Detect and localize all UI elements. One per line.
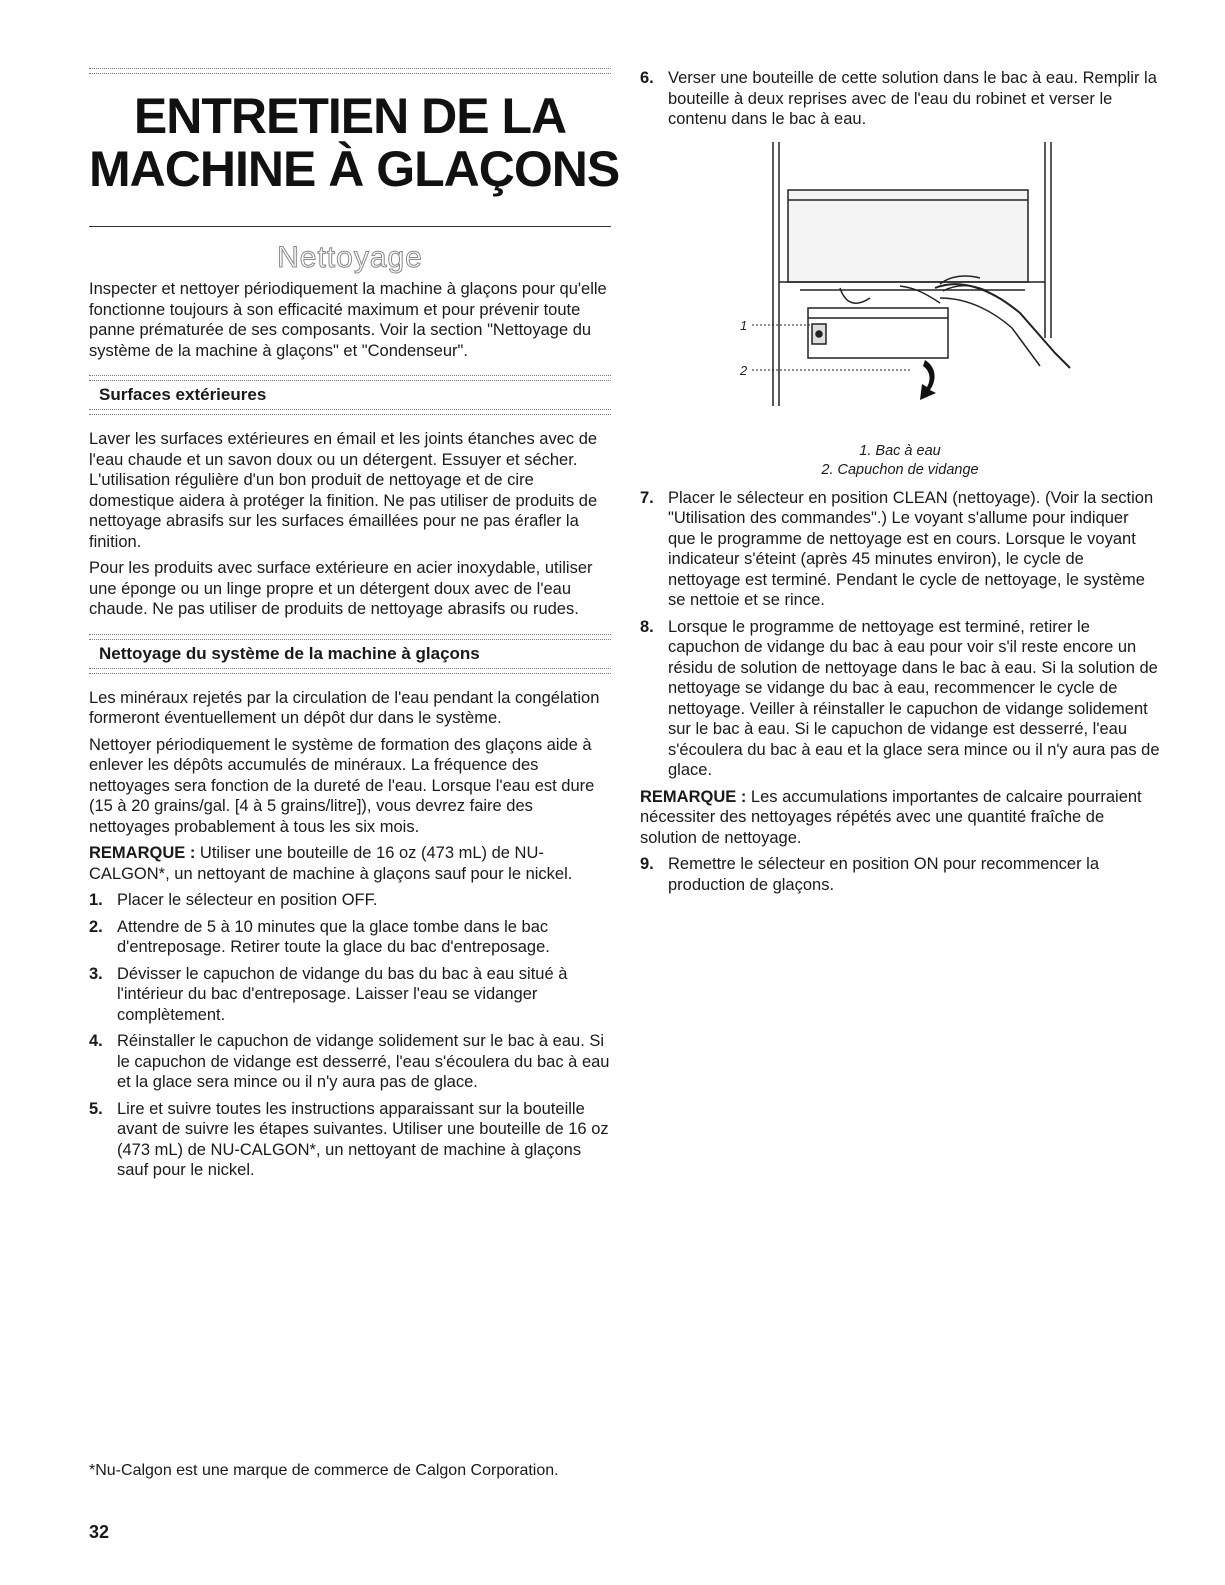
step-item <box>89 1099 611 1181</box>
system-top-rule <box>89 634 611 640</box>
step-item <box>89 890 611 911</box>
system-bottom-rule <box>89 668 611 674</box>
figure-callout-2: 2 <box>740 362 748 378</box>
step-text: Lorsque le programme de nettoyage est terminé, retirer le capuchon de vidange du bac à eau pour voir s'il reste encore un résidu de solution de nettoyage dans le bac à eau. Si la solution de nettoyage se vidange du bac à eau, recommencer le cycle de nettoyage. Veiller à réinstaller le capuchon de vidange solidement sur le bac à eau. Si le capuchon de vidange est desserré, l'eau s'écoulera du bac à eau et la glace sera mince ou il n'y aura pas de glace. <box>668 617 1160 779</box>
surfaces-heading: Surfaces extérieures <box>99 385 267 404</box>
title-top-rule <box>89 68 611 74</box>
step-item <box>89 964 611 1026</box>
step-item <box>640 68 1160 130</box>
title-bottom-rule <box>89 226 611 227</box>
figure-caption-1: 1. Bac à eau <box>859 442 941 459</box>
page-number: 32 <box>89 1522 110 1542</box>
step-number: 4. <box>89 1032 103 1050</box>
surfaces-subsection <box>89 375 611 415</box>
step-number: 9. <box>640 855 654 873</box>
steps-list-right-bottom <box>640 854 1160 895</box>
step-text: Lire et suivre toutes les instructions apparaissant sur la bouteille avant de suivre les étapes suivantes. Utiliser une bouteille de 16 oz (473 mL) de NU-CALGON*, un nettoyant de machine à glaçons sauf pour le nickel. <box>117 1099 609 1179</box>
system-heading: Nettoyage du système de la machine à glaçons <box>99 643 480 663</box>
step-text: Dévisser le capuchon de vidange du bas du bac à eau situé à l'intérieur du bac d'entreposage. Laisser l'eau se vidanger complètement. <box>117 964 568 1024</box>
step-text: Placer le sélecteur en position OFF. <box>117 891 378 909</box>
step-item <box>89 1031 611 1093</box>
system-note-text: Utiliser une bouteille de 16 oz (473 mL) de NU-CALGON*, un nettoyant de machine à glaçons sauf pour le nickel. <box>89 844 573 883</box>
step-number: 6. <box>640 69 654 87</box>
step-item <box>640 488 1160 611</box>
surfaces-paragraph-1: Laver les surfaces extérieures en émail et les joints étanches avec de l'eau chaude et un savon doux ou un détergent. Essuyer et sécher. L'utilisation régulière d'un bon produit de nettoyage et de cire domestique aidera à protéger la finition. Ne pas utiliser de produits de nettoyage abrasifs sur les surfaces émaillées pour ne pas érafler la finition. <box>89 430 598 551</box>
figure-callout-1: 1 <box>740 317 748 333</box>
footnote: *Nu-Calgon est une marque de commerce de Calgon Corporation. <box>89 1462 559 1479</box>
step-number: 7. <box>640 488 654 507</box>
step-number: 5. <box>89 1099 103 1118</box>
steps-list-right-mid <box>640 488 1160 781</box>
remark-text: Les accumulations importantes de calcaire pourraient nécessiter des nettoyages répétés avec une quantité fraîche de solution de nettoyage. <box>640 787 1142 847</box>
step-text: Remettre le sélecteur en position ON pour recommencer la production de glaçons. <box>668 855 1100 894</box>
title-line-1: ENTRETIEN DE LA <box>133 88 567 144</box>
step-text: Attendre de 5 à 10 minutes que la glace tombe dans le bac d'entreposage. Retirer toute la glace du bac d'entreposage. <box>117 917 550 956</box>
step-number: 3. <box>89 964 103 983</box>
left-column <box>89 68 620 1187</box>
figure-caption-2: 2. Capuchon de vidange <box>821 461 979 478</box>
steps-list-right-top <box>640 68 1160 130</box>
step-text: Réinstaller le capuchon de vidange solidement sur le bac à eau. Si le capuchon de vidange est desserré, l'eau s'écoulera du bac à eau et la glace sera mince ou il n'y aura pas de glace. <box>117 1032 610 1091</box>
water-trough-illustration <box>640 138 1160 438</box>
remark-paragraph <box>640 787 1160 849</box>
system-note-label: REMARQUE : <box>89 844 196 862</box>
step-number: 8. <box>640 617 654 636</box>
step-number: 1. <box>89 891 103 909</box>
water-trough-figure <box>640 138 1160 438</box>
step-item <box>640 617 1160 781</box>
system-note <box>89 843 611 884</box>
title-line-2: MACHINE À GLAÇONS <box>89 141 620 197</box>
step-item <box>640 854 1160 895</box>
page-title <box>89 88 620 197</box>
section-title: Nettoyage <box>277 241 423 274</box>
surfaces-top-rule <box>89 375 611 381</box>
system-paragraph-1: Les minéraux rejetés par la circulation de l'eau pendant la congélation formeront éventuellement un dépôt dur dans le système. <box>89 688 600 727</box>
figure-caption <box>640 442 1160 480</box>
surfaces-bottom-rule <box>89 409 611 415</box>
intro-paragraph: Inspecter et nettoyer périodiquement la machine à glaçons pour qu'elle fonctionne toujours à son efficacité maximum et pour prévenir toute panne prématurée de ses composants. Voir la section "Nettoyage du système de la machine à glaçons" et "Condenseur". <box>89 280 607 360</box>
steps-list-left <box>89 890 611 1181</box>
system-subsection <box>89 634 611 674</box>
step-text: Verser une bouteille de cette solution dans le bac à eau. Remplir la bouteille à deux reprises avec de l'eau du robinet et verser le contenu dans le bac à eau. <box>668 69 1157 128</box>
system-paragraph-2: Nettoyer périodiquement le système de formation des glaçons aide à enlever les dépôts accumulés de minéraux. La fréquence des nettoyages sera fonction de la dureté de l'eau. Lorsque l'eau est dure (15 à 20 grains/gal. [4 à 5 grains/litre]), vous devrez faire des nettoyages probablement à tous les six mois. <box>89 735 595 836</box>
step-text: Placer le sélecteur en position CLEAN (nettoyage). (Voir la section "Utilisation des commandes".) Le voyant s'allume pour indiquer que le programme de nettoyage est en cours. Lorsque le voyant indicateur s'éteint (après 45 minutes environ), le cycle de nettoyage est terminé. Pendant le cycle de nettoyage, le système se nettoie et se rince. <box>668 488 1154 609</box>
surfaces-paragraph-2: Pour les produits avec surface extérieure en acier inoxydable, utiliser une éponge ou un linge propre et un détergent doux avec de l'eau chaude. Ne pas utiliser de produits de nettoyage abrasifs ou rudes. <box>89 559 593 618</box>
step-item <box>89 917 611 958</box>
right-column <box>640 68 1160 901</box>
remark-label: REMARQUE : <box>640 787 747 806</box>
step-number: 2. <box>89 917 103 936</box>
